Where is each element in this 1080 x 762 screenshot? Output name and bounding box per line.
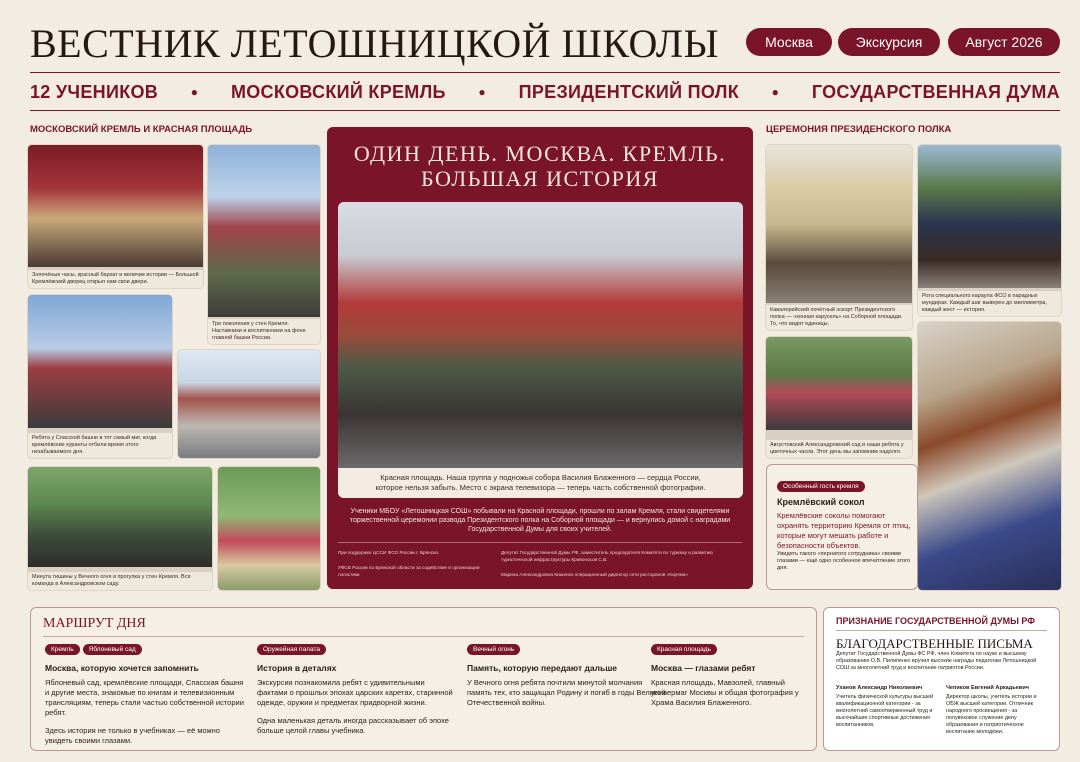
photo-spasskaya	[28, 295, 172, 458]
photo-caption: Ребята у Спасской башни в тот самый миг, когда кремлёвские куранты отбили время этого незабываемого дня.	[28, 433, 172, 458]
falcon-title: Кремлёвский сокол	[777, 497, 865, 507]
awardee-desc: Директор школы, учитель истории и ОБЖ высшей категории. Отличник народного просвещения - за полувековое служение делу образования и патриотическое воспитание молодёжи.	[946, 694, 1037, 735]
falcon-body: Кремлёвские соколы помогают охранять территорию Кремля от птиц, которые могут мешать работе и безопасности объектов.	[777, 511, 911, 550]
duma-subtitle: БЛАГОДАРСТВЕННЫЕ ПИСЬМА	[836, 636, 1033, 651]
route-tag: Оружейная палата	[257, 644, 326, 655]
route-body: Одна маленькая деталь иногда рассказывает об эпохе больше целой главы учебника.	[257, 716, 449, 735]
bullet-icon: ●	[190, 85, 199, 99]
route-body: У Вечного огня ребята почтили минутой молчания память тех, кто защищал Родину и погиб в годы Великой Отечественной войны.	[467, 678, 666, 707]
feature-title-line: БОЛЬШАЯ ИСТОРИЯ	[421, 166, 659, 191]
duma-panel	[823, 607, 1060, 751]
route-tag: Яблоневый сад	[83, 644, 142, 655]
credit-text: Марина Александровна Кишенко операционный директор сети ресторанов «Корчма»	[501, 572, 688, 577]
tagline-item: ГОСУДАРСТВЕННАЯ ДУМА	[811, 81, 1060, 102]
route-tag: Красная площадь	[651, 644, 717, 655]
route-column	[45, 638, 245, 746]
falcon-badge: Особенный гость кремля	[777, 481, 865, 492]
duma-title: ПРИЗНАНИЕ ГОСУДАРСТВЕННОЙ ДУМЫ РФ	[836, 616, 1035, 626]
date-pill: Август 2026	[948, 28, 1060, 56]
feature-divider	[338, 542, 742, 543]
masthead-divider	[30, 72, 1060, 73]
photo-caption: Три поколения у стен Кремля. Наставники и воспитанники на фоне главной башни России.	[208, 319, 320, 344]
photo-kremlin-wall	[208, 145, 320, 344]
right-section-label: ЦЕРЕМОНИЯ ПРЕЗИДЕНСКОГО ПОЛКА	[766, 124, 952, 135]
credit-text: Депутат Государственной Думы РФ, заместитель председателя Комитета по туризму и развитию туристической инфраструктуры Кривоносов С.В.	[501, 550, 713, 562]
falcon-note: Увидеть такого «пернатого сотрудника» своими глазами — ещё одно особенное впечатление этого дня.	[777, 551, 911, 571]
tagline-item: МОСКОВСКИЙ КРЕМЛЬ	[230, 81, 446, 102]
credit-text: УФСБ России по Брянской области за содействие в организации логистики	[338, 565, 480, 577]
photo-red-square-kids	[178, 350, 320, 458]
newspaper-title: ВЕСТНИК ЛЕТОШНИЦКОЙ ШКОЛЫ	[30, 21, 719, 66]
photo-caption: Августовский Александровский сад и наши ребята у цветочных часов. Этот день мы запомним надолго.	[766, 440, 912, 458]
awardee-name: Чепиков Евгений Аркадьевич	[946, 685, 1030, 691]
route-body: Яблоневый сад, кремлёвские площади, Спасская башня и другие места, знакомые по книгам и телевизионным трансляциям, теперь стали частью собственной истории ребят.	[45, 678, 244, 717]
tagline-item: 12 УЧЕНИКОВ	[30, 81, 159, 102]
route-column	[651, 638, 806, 708]
feature-text: Ученики МБОУ «Летошницкая СОШ» побывали на Красной площади, прошли по залам Кремля, стали свидетелями торжественной церемонии развода Президентского полка на Соборной площади — и вернулись домой с наградами Государственной Думы для своих учителей.	[349, 508, 731, 533]
photo-alexander-garden	[28, 467, 212, 590]
feature-photo-caption: Красная площадь. Наша группа у подножья собора Василия Блаженного — сердца России, которое нельзя забыть. Место с экрана телевизора — теперь часть собственной фотографии.	[338, 468, 743, 498]
left-section-label: МОСКОВСКИЙ КРЕМЛЬ И КРАСНАЯ ПЛОЩАДЬ	[30, 124, 253, 135]
duma-divider	[836, 630, 1047, 631]
route-tag: Вечный огонь	[467, 644, 520, 655]
photo-caption: Минута тишины у Вечного огня и прогулка у стен Кремля. Вся команда в Александровском саду.	[28, 572, 212, 590]
route-tag: Кремль	[45, 644, 80, 655]
photo-palace	[28, 145, 203, 288]
photo-guard	[918, 145, 1061, 316]
route-column	[467, 638, 667, 708]
feature-title-line: ОДИН ДЕНЬ. МОСКВА. КРЕМЛЬ.	[353, 141, 727, 166]
route-heading: Память, которую передают дальше	[467, 663, 618, 673]
route-heading: Москва, которую хочется запомнить	[45, 663, 199, 673]
route-column	[257, 638, 457, 736]
tagline	[30, 78, 1060, 106]
feature-photo	[338, 202, 743, 498]
route-body: Красная площадь, Мавзолей, главный универмаг Москвы и общая фотография у Храма Василия Блаженного.	[651, 678, 799, 707]
credit-text: При поддержке ЦССИ ФСО России г. Брянска.	[338, 550, 440, 555]
awardee-name: Уханов Александр Николаевич	[836, 685, 923, 691]
duma-body: Депутат Государственной Думы ФС РФ, член Комитета по науке и высшему образованию О.В. Пилипенко вручил высокие награды педагогам Летошницкой СОШ за многолетний труд и воспитание патриотов России.	[836, 651, 1037, 671]
photo-flower-clock	[766, 337, 912, 458]
tagline-divider	[30, 110, 1060, 111]
photo-falcon	[918, 322, 1061, 590]
photo-caption: Кавалерийский почётный эскорт Президентского полка — «конная карусель» на Соборной площади. То, что видят единицы.	[766, 305, 912, 330]
route-heading: Москва — глазами ребят	[651, 663, 756, 673]
bullet-icon: ●	[771, 85, 780, 99]
awardee-desc: Учитель физической культуры высшей квалификационной категории - за многолетний самоотверженный труд и высочайшие спортивные достижения воспитанников.	[836, 694, 934, 728]
tagline-item: ПРЕЗИДЕНТСКИЙ ПОЛК	[518, 81, 739, 102]
feature-title	[327, 141, 753, 191]
photo-caption: Золочёные часы, красный бархат и величие истории — Большой Кремлёвский дворец открыл нам свои двери.	[28, 270, 203, 288]
photo-cavalry	[766, 145, 912, 330]
route-title: МАРШРУТ ДНЯ	[43, 616, 146, 631]
route-body: Экскурсия познакомила ребят с удивительными фактами о прошлых эпохах царских каретах, старинной одежде, оружии и предметах придворной жизни.	[257, 678, 453, 707]
photo-caption: Рота специального караула ФСО в парадных мундирах. Каждый шаг выверен до миллиметра, каждый жест — история.	[918, 291, 1061, 316]
feature-panel	[327, 127, 753, 589]
route-divider	[43, 636, 804, 637]
route-panel	[30, 607, 817, 751]
photo-flower-bed	[218, 467, 320, 590]
bullet-icon: ●	[478, 85, 486, 99]
falcon-card	[766, 464, 918, 590]
location-pill: Москва	[746, 28, 832, 56]
type-pill: Экскурсия	[838, 28, 940, 56]
masthead	[30, 14, 1060, 68]
route-heading: История в деталях	[257, 663, 337, 673]
route-body: Здесь история не только в учебниках — её можно увидеть своими глазами.	[45, 726, 220, 745]
